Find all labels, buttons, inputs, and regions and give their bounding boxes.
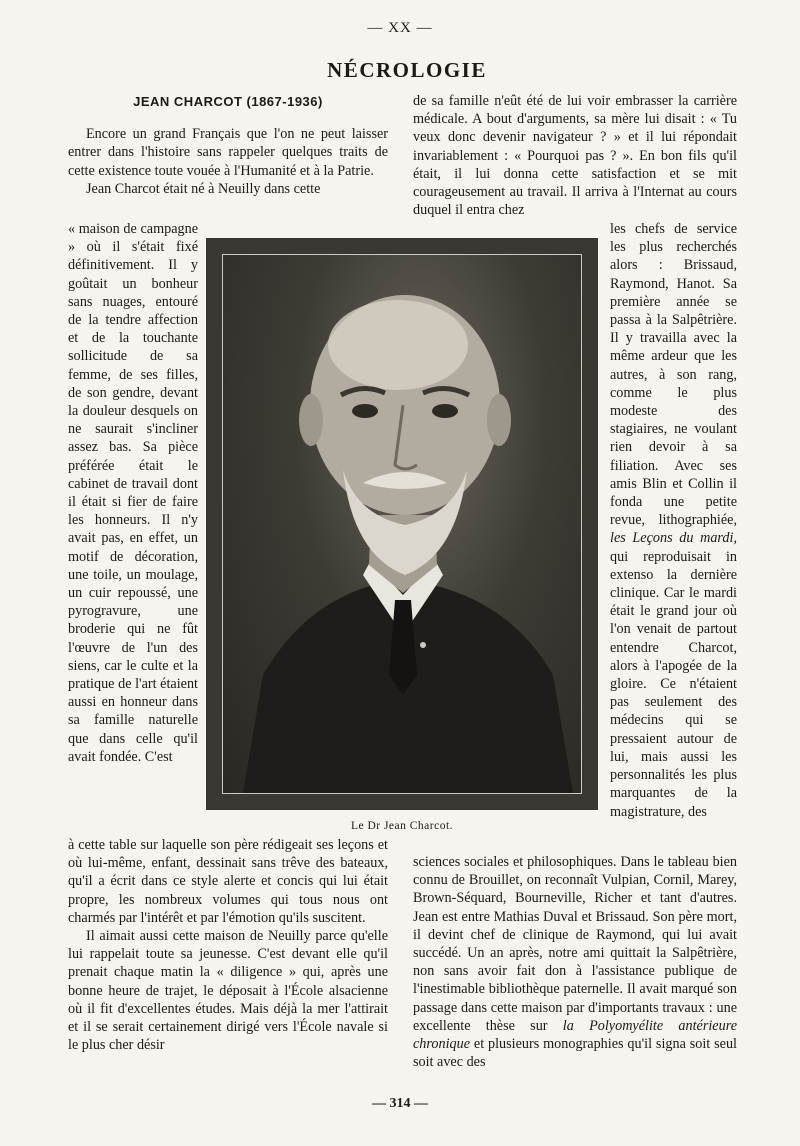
article-heading: JEAN CHARCOT (1867-1936) xyxy=(133,94,323,109)
right-column-bottom xyxy=(413,853,737,1071)
right-column-narrow xyxy=(610,220,737,821)
paragraph: de sa famille n'eût été de lui voir embrasser la carrière médicale. A bout d'arguments, sa mère lui disait : « Tu veux donc devenir navigateur ? » et il lui répondait invariablement : « Pourquoi pas ? ». En bon fils qu'il était, il lui donna cette satisfaction et se mit courageusement au travail. Il arriva à l'Internat au cours duquel il entra chez xyxy=(413,93,737,219)
paragraph: « maison de campagne » où il s'était fixé définitivement. Il y goûtait un bonheur sans nuages, entouré de la tendre affection et de la touchante sollicitude de sa femme, de ses filles, de son gendre, devant la douleur desquels on ne saurait s'incliner assez bas. Sa pièce préférée était le cabinet de travail dont il était si fier de faire les honneurs. Il n'y avait pas, en effet, un motif de décoration, une toile, un moulage, un cuir repoussé, une pyrogravure, une broderie qui ne fût l'œuvre de l'un des siens, car le culte et la pratique de l'art étaient aussi en honneur dans sa famille naturelle que dans celle qu'il avait fondée. C'est xyxy=(68,221,198,765)
paragraph: Jean Charcot était né à Neuilly dans cette xyxy=(86,180,321,197)
paragraph xyxy=(610,220,737,821)
portrait-illustration xyxy=(223,255,581,793)
text-run: et plusieurs monographies qu'il signa soit seul soit avec des xyxy=(413,1036,737,1071)
photo-caption: Le Dr Jean Charcot. xyxy=(350,820,454,832)
thesis-title: la Polyomyélite antérieure chronique xyxy=(413,1017,737,1053)
portrait-image xyxy=(222,254,582,794)
paragraph: à cette table sur laquelle son père rédigeait ses leçons et où lui-même, enfant, dessinait sans trêve des bateaux, qu'il a écrit dans ce style alerte et concis qui lui était propre, les nombreux volumes qui tous nous ont charmés par l'intérêt et par l'émotion qu'ils suscitent. xyxy=(68,837,388,926)
journal-title: les Leçons du mardi, xyxy=(610,530,737,547)
portrait-photo xyxy=(206,238,598,810)
paragraph: Encore un grand Français que l'on ne peut laisser entrer dans l'histoire sans rappeler quelques traits de cette existence toute vouée à l'Humanité et à la Patrie. xyxy=(68,126,388,179)
running-header: — XX — xyxy=(367,20,433,36)
text-run: qui reproduisait in extenso la dernière clinique. Car le mardi était le grand jour où l'on venait de partout entendre Charcot, alors à l'apogée de la gloire. Ce n'étaient pas seulement des médecins qui se pressaient autour de lui, mais aussi les personnalités les plus marquantes de la magistrature, des xyxy=(610,548,737,820)
right-column-top xyxy=(413,92,737,219)
paragraph: Il aimait aussi cette maison de Neuilly parce qu'elle lui rappelait toute sa jeunesse. C'est devant elle qu'il prenait chaque matin la « diligence » qui, après une bonne heure de trajet, le déposait à l'École alsacienne où il fit d'excellentes études. Mais déjà la mer l'attirait et il se serait certainement dirigé vers l'École navale si le plus cher désir xyxy=(68,928,388,1054)
left-column-bottom xyxy=(68,836,388,1054)
left-column-narrow xyxy=(68,220,198,766)
text-run: les chefs de service les plus recherchés alors : Brissaud, Raymond, Hanot. Sa première année se passa à la Salpêtrière. Il y travailla avec la même ardeur que les autres, à son rang, comme le plus modeste des stagiaires, ne voulant rien devoir à sa filiation. Avec ses amis Blin et Collin il fonda une petite revue, lithographiée, xyxy=(610,221,737,529)
left-column-top xyxy=(68,93,388,198)
text-run: sciences sociales et philosophiques. Dans le tableau bien connu de Brouillet, on reconnaît Vulpian, Cornil, Marey, Brown-Séquard, Bourneville, Richer et tant d'autres. Jean est entre Mathias Duval et Brissaud. Son père mort, il devint chef de clinique de Raymond, qui lui avait succédé. Un an après, notre ami quittait la Salpêtrière, non sans avoir fait don à l'assistance publique de l'inestimable bibliothèque paternelle. Il avait marqué son passage dans cette maison par d'importants travaux : une excellente thèse sur xyxy=(413,854,737,1034)
paragraph xyxy=(413,853,737,1071)
section-title: NÉCROLOGIE xyxy=(327,58,487,82)
page-number: — 314 — xyxy=(372,1096,428,1111)
